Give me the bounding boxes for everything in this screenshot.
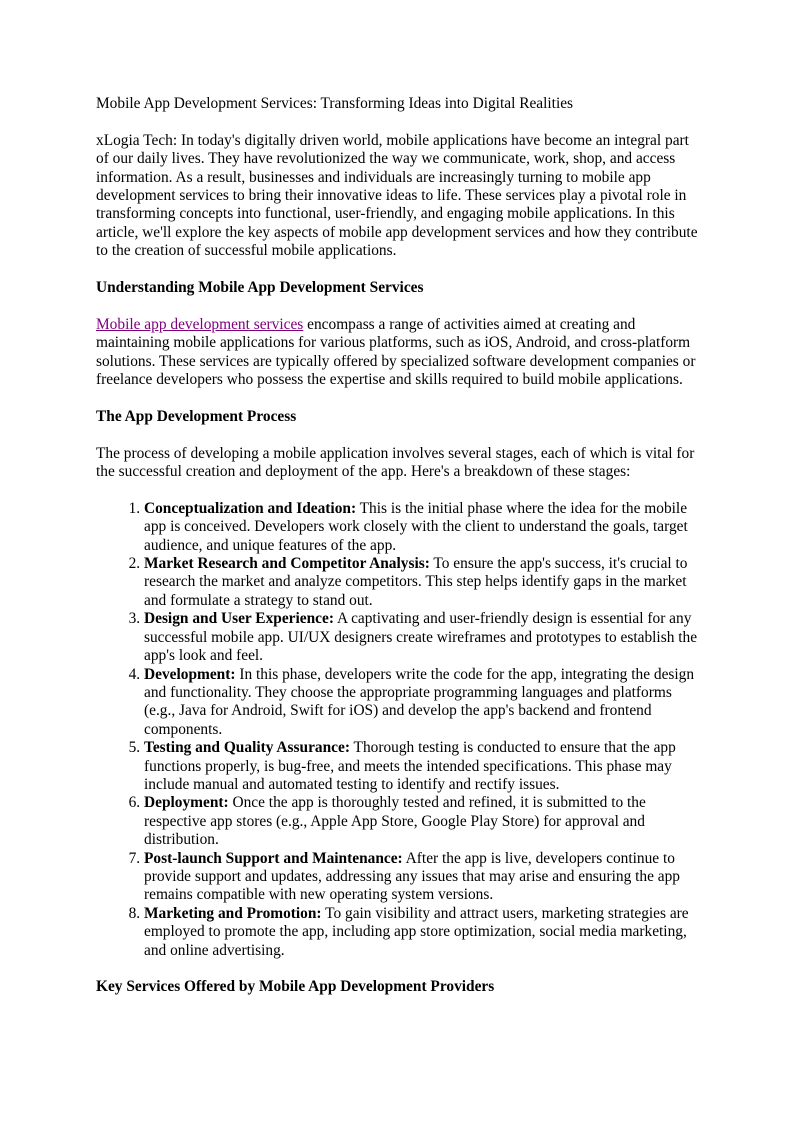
stages-list [96, 500, 700, 960]
stage-text: Once the app is thoroughly tested and refined, it is submitted to the respective app stores (e.g., Apple App Store, Google Play Store) for approval and distribution. [144, 794, 646, 849]
stage-term: Deployment: [144, 794, 229, 812]
stage-text: This is the initial phase where the idea for the mobile app is conceived. Developers work closely with the client to understand the goals, target audience, and unique features of the app. [144, 499, 688, 554]
list-item [144, 739, 700, 794]
list-item [144, 500, 700, 555]
understanding-paragraph [96, 316, 700, 390]
section-heading-understanding: Understanding Mobile App Development Services [96, 279, 424, 297]
list-item [144, 794, 700, 849]
mobile-app-services-link[interactable]: Mobile app development services [96, 315, 304, 333]
stage-term: Design and User Experience: [144, 610, 334, 628]
list-item [144, 905, 700, 960]
list-item [144, 666, 700, 740]
section-heading-key-services: Key Services Offered by Mobile App Development Providers [96, 978, 495, 996]
document-title: Mobile App Development Services: Transforming Ideas into Digital Realities [96, 95, 574, 112]
stage-term: Conceptualization and Ideation: [144, 499, 357, 517]
stage-text: After the app is live, developers continue to provide support and updates, addressing any issues that may arise and ensuring the app remains compatible with new operating system versions. [144, 849, 680, 904]
list-item [144, 555, 700, 610]
stage-text: To gain visibility and attract users, marketing strategies are employed to promote the app, including app store optimization, social media marketing, and online advertising. [144, 904, 689, 959]
stage-text: Thorough testing is conducted to ensure that the app functions properly, is bug-free, and meets the intended specifications. This phase may include manual and automated testing to identify and rectify issues. [144, 739, 676, 793]
stage-text: A captivating and user-friendly design is essential for any successful mobile app. UI/UX designers create wireframes and prototypes to establish the app's look and feel. [144, 610, 698, 665]
section-heading-process: The App Development Process [96, 407, 297, 425]
document-page [96, 95, 700, 1015]
list-item [144, 850, 700, 905]
stage-term: Marketing and Promotion: [144, 904, 322, 922]
stage-text: To ensure the app's success, it's crucial to research the market and analyze competitors. This step helps identify gaps in the market and formulate a strategy to stand out. [144, 555, 688, 609]
stage-term: Market Research and Competitor Analysis: [144, 555, 430, 573]
stage-term: Development: [144, 665, 236, 683]
stage-term: Testing and Quality Assurance: [144, 739, 350, 757]
stage-text: In this phase, developers write the code for the app, integrating the design and functionality. They choose the appropriate programming languages and platforms (e.g., Java for Android, Swift for iOS) and develop the app's backend and frontend components. [144, 665, 695, 738]
intro-paragraph: xLogia Tech: In today's digitally driven world, mobile applications have become an integral part of our daily lives. They have revolutionized the way we communicate, work, shop, and access information. As a result, businesses and individuals are increasingly turning to mobile app development services to bring their innovative ideas to life. These services play a pivotal role in transforming concepts into functional, user-friendly, and engaging mobile applications. In this article, we'll explore the key aspects of mobile app development services and how they contribute to the creation of successful mobile applications. [96, 131, 698, 260]
process-paragraph: The process of developing a mobile application involves several stages, each of which is vital for the successful creation and deployment of the app. Here's a breakdown of these stages: [96, 444, 695, 481]
understanding-paragraph-text: encompass a range of activities aimed at creating and maintaining mobile applications for various platforms, such as iOS, Android, and cross-platform solutions. These services are typically offered by specialized software development companies or freelance developers who possess the expertise and skills required to build mobile applications. [96, 315, 696, 389]
list-item [144, 610, 700, 665]
stage-term: Post-launch Support and Maintenance: [144, 849, 403, 867]
